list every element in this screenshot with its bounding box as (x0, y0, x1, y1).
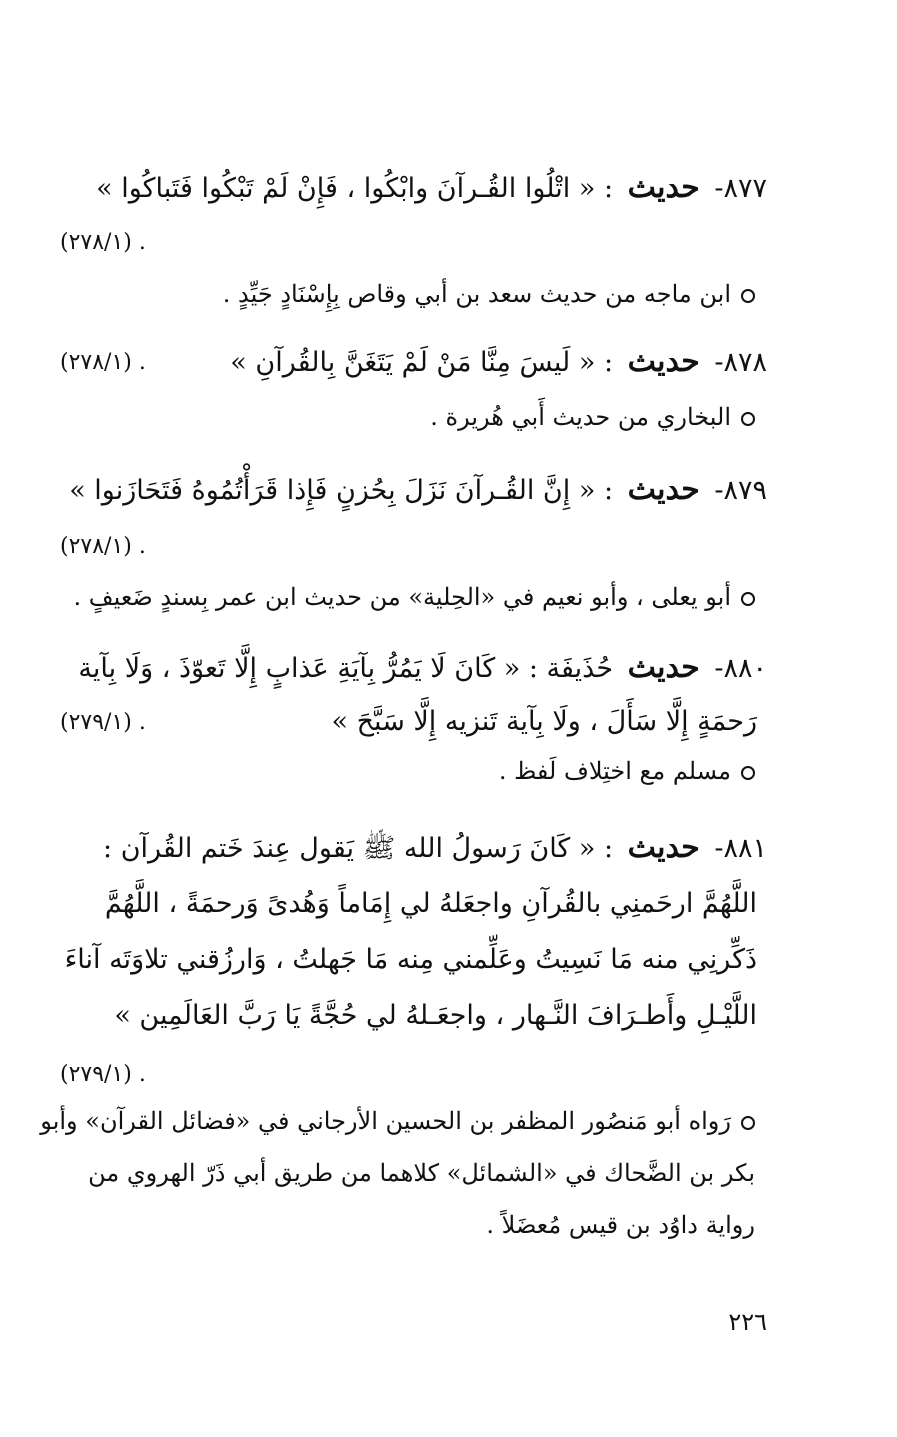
note-line: البخاري من حديث أَبي هُريرة . (60, 398, 767, 436)
hadith-keyword: حديث (627, 830, 700, 865)
hadith-keyword: حديث (627, 650, 700, 685)
entry-number: ٨٧٨- (714, 347, 767, 378)
source-reference: . (٢٧٨/١) (60, 350, 146, 375)
note-line: رَواه أبو مَنصُور المظفر بن الحسين الأرجاني في «فضائل القرآن» وأبو (60, 1102, 767, 1140)
hadith-line: اللَّيْـلِ وأَطـرَافَ النَّـهار ، واجعَـلهُ لي حُجَّةً يَا رَبَّ العَالَمِين » (114, 1000, 757, 1031)
note-line: ابن ماجه من حديث سعد بن أبي وقاص بِإِسْنَادٍ جَيِّدٍ . (60, 275, 767, 313)
hadith-line (60, 828, 767, 869)
hadith-text: « اتْلُوا القُـرآنَ وابْكُوا ، فَإِنْ لَمْ تَبْكُوا فَتَباكُوا » (96, 173, 596, 204)
page-number: ٢٢٦ (728, 1308, 767, 1336)
hadith-line: ٨٧٧- حديث : « اتْلُوا القُـرآنَ وابْكُوا ، فَإِنْ لَمْ تَبْكُوا فَتَباكُوا » (96, 170, 767, 205)
hadith-line: اللَّهُمَّ ارحَمنِي بالقُرآنِ واجعَلهُ لي إِمَاماً وَهُدىً وَرحمَةً ، اللَّهُمَّ (104, 888, 757, 919)
hadith-keyword: حديث (627, 344, 700, 379)
note-line: أبو يعلى ، وأبو نعيم في «الحِلية» من حديث ابن عمر بِسندٍ ضَعيفٍ . (60, 578, 767, 616)
circle-bullet-icon (741, 1116, 755, 1130)
hadith-line: ٨٧٨- حديث : « لَيسَ مِنَّا مَنْ لَمْ يَتَغَنَّ بِالقُرآنِ » (230, 344, 767, 379)
hadith-text: رَحمَةٍ إِلَّا سَأَلَ ، ولَا بِآية تَنزيه إِلَّا سَبَّحَ » (331, 706, 757, 737)
entry-number: ٨٧٧- (714, 173, 767, 204)
hadith-text: « إِنَّ القُـرآنَ نَزَلَ بِحُزنٍ فَإِذا قَرَأْتُمُوهُ فَتَحَازَنوا » (69, 475, 596, 506)
circle-bullet-icon (741, 289, 755, 303)
note-line: بكر بن الضَّحاك في «الشمائل» كلاهما من طريق أبي ذَرّ الهروي من (88, 1159, 755, 1187)
circle-bullet-icon (741, 592, 755, 606)
hadith-line (60, 702, 757, 742)
hadith-line: ذَكِّرنِي منه مَا نَسِيتُ وعَلِّمني مِنه مَا جَهلتُ ، وَارزُقني تلاوَتَه آناءَ (64, 944, 757, 975)
entry-number: ٨٧٩- (714, 475, 767, 506)
hadith-keyword: حديث (627, 472, 700, 507)
hadith-text: « لَيسَ مِنَّا مَنْ لَمْ يَتَغَنَّ بِالقُرآنِ » (230, 347, 596, 378)
hadith-keyword: حديث (627, 170, 700, 205)
source-reference: . (٢٧٩/١) (60, 1062, 146, 1087)
note-line: مسلم مع اختِلاف لَفظ . (60, 752, 767, 790)
entry-number: ٨٨١- (714, 833, 767, 864)
circle-bullet-icon (741, 766, 755, 780)
hadith-line (60, 648, 767, 689)
hadith-text: : « كَانَ رَسولُ الله ﷺ يَقول عِندَ خَتم القُرآن : (103, 833, 614, 864)
note-line: رواية داوُد بن قيس مُعضَلاً . (486, 1211, 755, 1239)
source-reference: . (٢٧٨/١) (60, 534, 146, 559)
source-reference: . (٢٧٩/١) (60, 710, 146, 735)
hadith-line: ٨٧٩- حديث : « إِنَّ القُـرآنَ نَزَلَ بِحُزنٍ فَإِذا قَرَأْتُمُوهُ فَتَحَازَنوا » (69, 472, 767, 507)
entry-number: ٨٨٠- (714, 653, 767, 684)
source-reference: . (٢٧٨/١) (60, 230, 146, 255)
hadith-text: حُذَيفَة : « كَانَ لَا يَمُرُّ بِآيَةِ عَذابٍ إِلَّا تَعوّذَ ، وَلَا بِآية (78, 653, 614, 684)
circle-bullet-icon (741, 412, 755, 426)
